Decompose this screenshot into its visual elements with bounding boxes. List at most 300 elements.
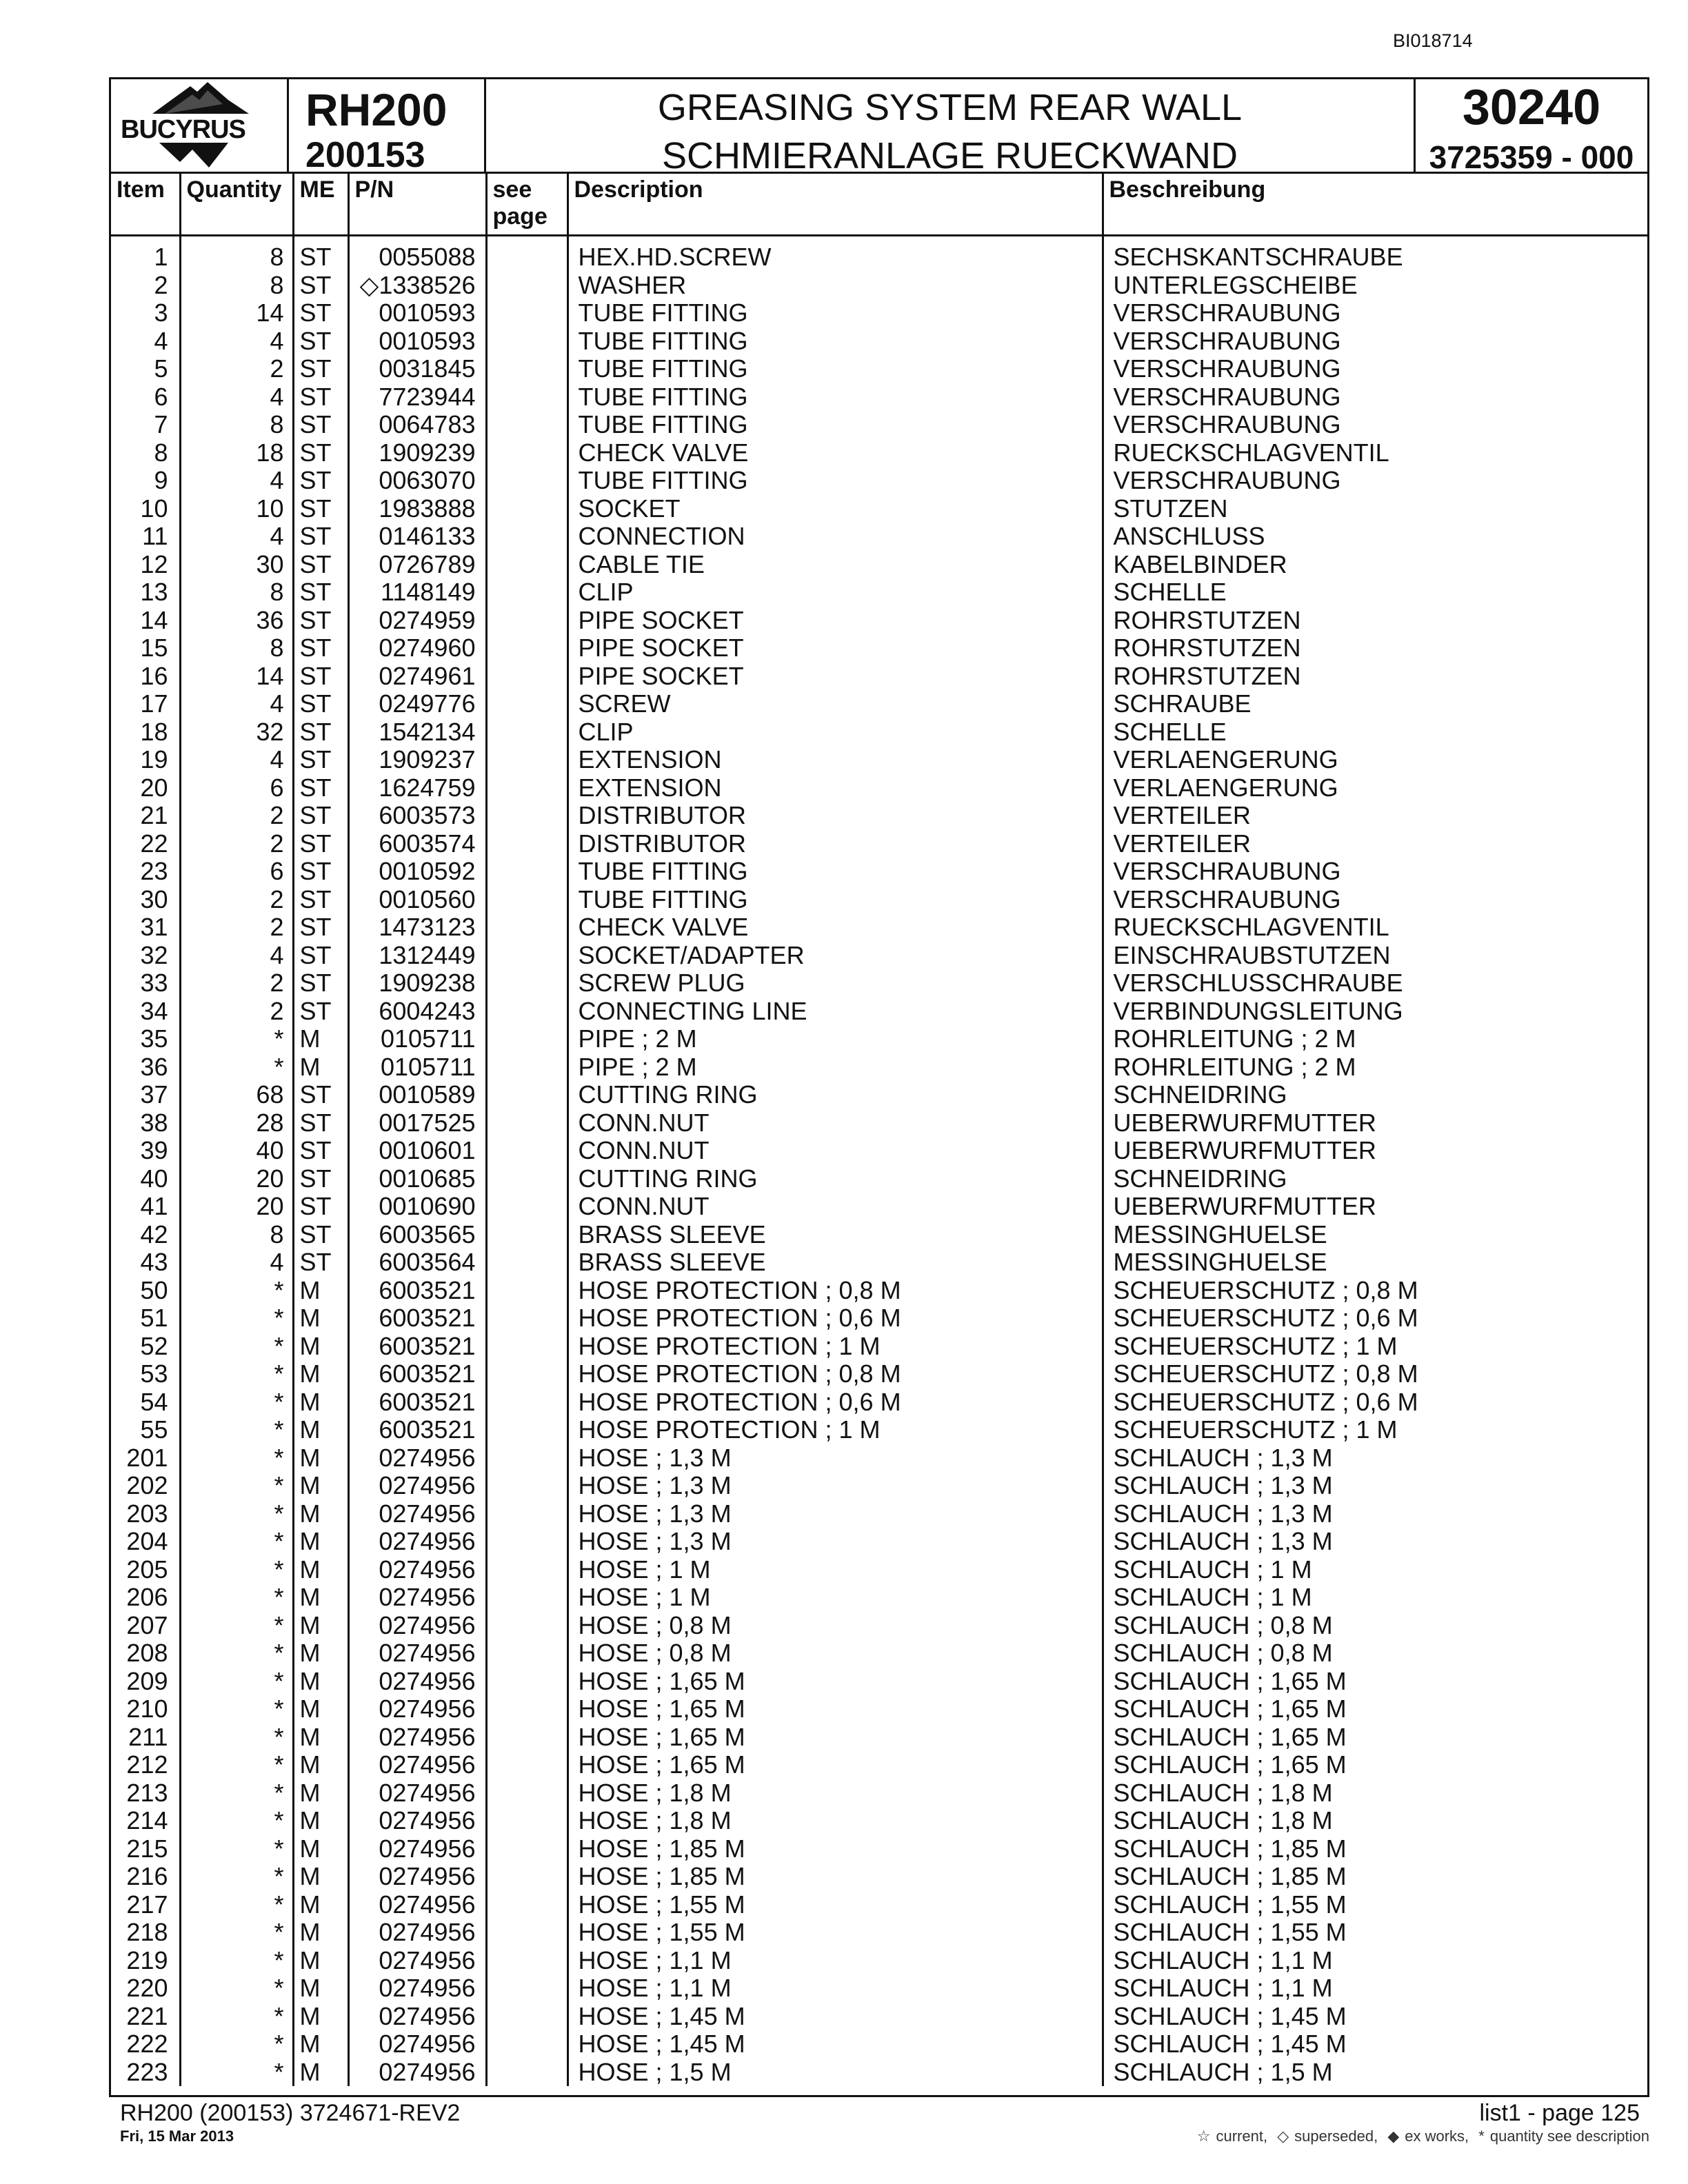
row-me: ST xyxy=(293,1109,348,1138)
row-item: 207 xyxy=(111,1612,180,1640)
row-description: PIPE ; 2 M xyxy=(567,1025,1103,1053)
row-pn: 1909238 xyxy=(348,969,486,998)
row-see-page xyxy=(486,327,567,356)
row-beschreibung: SCHLAUCH ; 1 M xyxy=(1113,1555,1312,1584)
row-me: ST xyxy=(293,998,348,1026)
row-pn: 0010593 xyxy=(348,299,486,327)
table-row xyxy=(111,1304,1647,1333)
row-item: 8 xyxy=(111,439,180,467)
title-block xyxy=(109,77,1649,174)
row-see-page xyxy=(486,690,567,718)
row-pn: 0105711 xyxy=(348,1025,486,1053)
row-item: 21 xyxy=(111,802,180,830)
row-see-page xyxy=(486,942,567,970)
drawing-number: 3725359 - 000 xyxy=(1429,139,1634,175)
row-item: 43 xyxy=(111,1248,180,1277)
row-description: HOSE ; 1,55 M xyxy=(567,1919,1103,1947)
row-me: ST xyxy=(293,886,348,914)
row-quantity: 4 xyxy=(180,942,293,970)
row-item: 54 xyxy=(111,1388,180,1417)
row-me: ST xyxy=(293,439,348,467)
row-beschreibung: SCHEUERSCHUTZ ; 0,6 M xyxy=(1113,1387,1418,1416)
row-quantity: * xyxy=(180,1360,293,1388)
row-me: M xyxy=(293,1556,348,1584)
title-english: GREASING SYSTEM REAR WALL xyxy=(657,87,1243,128)
row-quantity: 14 xyxy=(180,663,293,691)
table-row xyxy=(111,1388,1647,1417)
row-description: HOSE ; 1,3 M xyxy=(567,1500,1103,1528)
row-item: 31 xyxy=(111,913,180,942)
row-see-page xyxy=(486,299,567,327)
footer-date: Fri, 15 Mar 2013 xyxy=(120,2127,234,2145)
row-pn: 0274959 xyxy=(348,607,486,635)
row-beschreibung: VERSCHRAUBUNG xyxy=(1113,466,1341,495)
row-description: HOSE ; 1,5 M xyxy=(567,2059,1103,2087)
row-quantity: * xyxy=(180,1500,293,1528)
row-quantity: * xyxy=(180,1947,293,1975)
table-row xyxy=(111,1444,1647,1473)
table-row xyxy=(111,1695,1647,1723)
table-row xyxy=(111,355,1647,383)
row-beschreibung: ROHRSTUTZEN xyxy=(1113,605,1301,634)
row-pn: 6003564 xyxy=(348,1248,486,1277)
row-description: SOCKET/ADAPTER xyxy=(567,942,1103,970)
row-beschreibung: VERTEILER xyxy=(1113,801,1251,830)
row-quantity: * xyxy=(180,1584,293,1612)
row-quantity: * xyxy=(180,1416,293,1444)
legend-ex-works: ex works, xyxy=(1405,2127,1469,2145)
row-beschreibung: SCHLAUCH ; 1,3 M xyxy=(1113,1471,1333,1500)
row-beschreibung: VERSCHRAUBUNG xyxy=(1113,354,1341,383)
row-pn: 0274956 xyxy=(348,1668,486,1696)
row-quantity: 2 xyxy=(180,355,293,383)
row-see-page xyxy=(486,1668,567,1696)
row-beschreibung: VERSCHRAUBUNG xyxy=(1113,299,1341,327)
row-quantity: * xyxy=(180,1639,293,1668)
table-row xyxy=(111,1639,1647,1668)
row-pn: 0249776 xyxy=(348,690,486,718)
row-item: 214 xyxy=(111,1807,180,1835)
row-pn: 0010592 xyxy=(348,858,486,886)
row-me: ST xyxy=(293,663,348,691)
row-beschreibung: VERSCHRAUBUNG xyxy=(1113,857,1341,886)
row-pn: 0274956 xyxy=(348,1974,486,2003)
row-item: 17 xyxy=(111,690,180,718)
row-see-page xyxy=(486,1779,567,1808)
row-description: HOSE ; 1,3 M xyxy=(567,1528,1103,1556)
row-beschreibung: RUECKSCHLAGVENTIL xyxy=(1113,913,1389,942)
row-me: ST xyxy=(293,746,348,774)
row-quantity: 4 xyxy=(180,523,293,551)
col-header-quantity: Quantity xyxy=(180,174,293,236)
row-me: M xyxy=(293,1891,348,1919)
table-row xyxy=(111,746,1647,774)
row-quantity: 4 xyxy=(180,746,293,774)
row-me: M xyxy=(293,1723,348,1752)
row-me: ST xyxy=(293,607,348,635)
row-item: 220 xyxy=(111,1974,180,2003)
row-pn: 0274956 xyxy=(348,1695,486,1723)
row-see-page xyxy=(486,858,567,886)
row-me: M xyxy=(293,2030,348,2059)
row-see-page xyxy=(486,663,567,691)
table-row xyxy=(111,327,1647,356)
table-row xyxy=(111,2030,1647,2059)
row-description: DISTRIBUTOR xyxy=(567,802,1103,830)
row-item: 51 xyxy=(111,1304,180,1333)
row-beschreibung: SCHLAUCH ; 1,65 M xyxy=(1113,1695,1347,1723)
row-me: M xyxy=(293,1472,348,1500)
row-beschreibung: ROHRSTUTZEN xyxy=(1113,661,1301,690)
row-item: 202 xyxy=(111,1472,180,1500)
row-quantity: * xyxy=(180,1891,293,1919)
row-see-page xyxy=(486,1165,567,1193)
row-item: 209 xyxy=(111,1668,180,1696)
row-see-page xyxy=(486,634,567,663)
row-quantity: 2 xyxy=(180,998,293,1026)
row-see-page xyxy=(486,913,567,942)
row-beschreibung: VERSCHRAUBUNG xyxy=(1113,326,1341,355)
row-see-page xyxy=(486,1277,567,1305)
row-me: ST xyxy=(293,467,348,495)
row-me: M xyxy=(293,1500,348,1528)
row-see-page xyxy=(486,495,567,523)
row-see-page xyxy=(486,1081,567,1109)
row-quantity: 8 xyxy=(180,1221,293,1249)
row-me: ST xyxy=(293,1193,348,1221)
row-pn: 1542134 xyxy=(348,718,486,747)
table-row xyxy=(111,2059,1647,2087)
table-row xyxy=(111,1221,1647,1249)
col-header-pn: P/N xyxy=(348,174,486,236)
row-item: 9 xyxy=(111,467,180,495)
table-row xyxy=(111,1751,1647,1779)
row-item: 223 xyxy=(111,2059,180,2087)
row-beschreibung: SCHLAUCH ; 0,8 M xyxy=(1113,1610,1333,1639)
asterisk-icon: * xyxy=(1478,2127,1485,2145)
row-item: 22 xyxy=(111,830,180,858)
table-row xyxy=(111,1807,1647,1835)
row-see-page xyxy=(486,1919,567,1947)
row-description: PIPE SOCKET xyxy=(567,634,1103,663)
row-item: 14 xyxy=(111,607,180,635)
table-row xyxy=(111,913,1647,942)
row-see-page xyxy=(486,1304,567,1333)
row-beschreibung: STUTZEN xyxy=(1113,494,1228,523)
table-row xyxy=(111,1025,1647,1053)
row-pn: 0274956 xyxy=(348,1528,486,1556)
row-pn: 0274956 xyxy=(348,2003,486,2031)
row-pn: 0146133 xyxy=(348,523,486,551)
table-row xyxy=(111,1528,1647,1556)
table-row xyxy=(111,1360,1647,1388)
row-see-page xyxy=(486,718,567,747)
row-description: HOSE PROTECTION ; 0,6 M xyxy=(567,1388,1103,1417)
row-pn: 0010690 xyxy=(348,1193,486,1221)
row-beschreibung: UEBERWURFMUTTER xyxy=(1113,1136,1376,1165)
row-beschreibung: VERTEILER xyxy=(1113,829,1251,858)
row-item: 204 xyxy=(111,1528,180,1556)
row-item: 50 xyxy=(111,1277,180,1305)
row-description: CHECK VALVE xyxy=(567,439,1103,467)
row-beschreibung: SCHEUERSCHUTZ ; 0,8 M xyxy=(1113,1275,1418,1304)
row-beschreibung: SCHLAUCH ; 0,8 M xyxy=(1113,1639,1333,1668)
row-quantity: 2 xyxy=(180,802,293,830)
row-beschreibung: SECHSKANTSCHRAUBE xyxy=(1113,243,1403,272)
row-beschreibung: SCHLAUCH ; 1,5 M xyxy=(1113,2057,1333,2086)
row-pn: 1909239 xyxy=(348,439,486,467)
row-quantity: * xyxy=(180,1277,293,1305)
row-see-page xyxy=(486,830,567,858)
row-me: M xyxy=(293,1947,348,1975)
row-pn: 6003521 xyxy=(348,1304,486,1333)
table-row xyxy=(111,998,1647,1026)
row-me: ST xyxy=(293,523,348,551)
row-see-page xyxy=(486,969,567,998)
row-me: ST xyxy=(293,634,348,663)
row-me: ST xyxy=(293,411,348,439)
row-quantity: 20 xyxy=(180,1165,293,1193)
row-description: HOSE ; 1,3 M xyxy=(567,1444,1103,1473)
row-me: M xyxy=(293,1639,348,1668)
row-see-page xyxy=(486,272,567,300)
row-item: 53 xyxy=(111,1360,180,1388)
row-description: HOSE ; 1,8 M xyxy=(567,1807,1103,1835)
row-quantity: 4 xyxy=(180,690,293,718)
row-see-page xyxy=(486,1639,567,1668)
row-description: TUBE FITTING xyxy=(567,886,1103,914)
row-pn: 0274956 xyxy=(348,2059,486,2087)
row-description: HOSE ; 1,55 M xyxy=(567,1891,1103,1919)
row-item: 36 xyxy=(111,1053,180,1082)
table-row xyxy=(111,523,1647,551)
row-see-page xyxy=(486,1584,567,1612)
row-me: ST xyxy=(293,942,348,970)
row-description: TUBE FITTING xyxy=(567,411,1103,439)
row-beschreibung: VERSCHLUSSCHRAUBE xyxy=(1113,969,1403,998)
number-cell xyxy=(1416,79,1647,175)
star-icon: ☆ xyxy=(1196,2127,1211,2145)
row-pn: 0274956 xyxy=(348,1639,486,1668)
row-me: M xyxy=(293,2003,348,2031)
row-pn: 1909237 xyxy=(348,746,486,774)
row-beschreibung: SCHRAUBE xyxy=(1113,689,1252,718)
row-quantity: 8 xyxy=(180,272,293,300)
row-see-page xyxy=(486,523,567,551)
row-pn: 0274956 xyxy=(348,1556,486,1584)
row-quantity: 2 xyxy=(180,913,293,942)
row-pn: 0274956 xyxy=(348,1472,486,1500)
row-see-page xyxy=(486,607,567,635)
serial-number: 200153 xyxy=(305,135,425,175)
col-header-me: ME xyxy=(293,174,348,236)
row-description: HOSE PROTECTION ; 1 M xyxy=(567,1416,1103,1444)
row-item: 34 xyxy=(111,998,180,1026)
row-me: ST xyxy=(293,718,348,747)
row-description: TUBE FITTING xyxy=(567,355,1103,383)
table-row xyxy=(111,607,1647,635)
row-pn: 6003521 xyxy=(348,1360,486,1388)
col-header-description: Description xyxy=(567,174,1103,236)
row-item: 35 xyxy=(111,1025,180,1053)
row-description: HOSE PROTECTION ; 1 M xyxy=(567,1333,1103,1361)
row-see-page xyxy=(486,1333,567,1361)
row-description: CLIP xyxy=(567,718,1103,747)
row-item: 19 xyxy=(111,746,180,774)
row-item: 40 xyxy=(111,1165,180,1193)
row-item: 38 xyxy=(111,1109,180,1138)
row-item: 42 xyxy=(111,1221,180,1249)
row-pn: 0274956 xyxy=(348,1835,486,1863)
row-item: 39 xyxy=(111,1137,180,1165)
row-me: M xyxy=(293,1807,348,1835)
row-see-page xyxy=(486,1053,567,1082)
row-see-page xyxy=(486,1807,567,1835)
row-description: CONN.NUT xyxy=(567,1137,1103,1165)
row-description: PIPE SOCKET xyxy=(567,607,1103,635)
row-description: CONNECTING LINE xyxy=(567,998,1103,1026)
row-pn: 0274956 xyxy=(348,1500,486,1528)
row-quantity: * xyxy=(180,1612,293,1640)
row-description: BRASS SLEEVE xyxy=(567,1221,1103,1249)
row-pn: 0274956 xyxy=(348,1723,486,1752)
row-me: ST xyxy=(293,495,348,523)
row-beschreibung: SCHLAUCH ; 1,45 M xyxy=(1113,2030,1347,2059)
footer-doc-ref: RH200 (200153) 3724671-REV2 xyxy=(120,2100,461,2126)
row-pn: 1312449 xyxy=(348,942,486,970)
row-pn: 0017525 xyxy=(348,1109,486,1138)
row-me: ST xyxy=(293,1081,348,1109)
row-me: ST xyxy=(293,355,348,383)
table-header-row xyxy=(111,174,1647,236)
row-beschreibung: SCHLAUCH ; 1,55 M xyxy=(1113,1918,1347,1947)
row-me: M xyxy=(293,1416,348,1444)
row-see-page xyxy=(486,802,567,830)
row-item: 219 xyxy=(111,1947,180,1975)
row-me: ST xyxy=(293,774,348,802)
row-item: 218 xyxy=(111,1919,180,1947)
table-row xyxy=(111,1165,1647,1193)
col-header-item: Item xyxy=(111,174,180,236)
parts-table-frame xyxy=(109,174,1649,2097)
row-me: M xyxy=(293,1025,348,1053)
row-beschreibung: SCHLAUCH ; 1,1 M xyxy=(1113,1945,1333,1974)
row-see-page xyxy=(486,383,567,412)
row-see-page xyxy=(486,1974,567,2003)
row-item: 217 xyxy=(111,1891,180,1919)
row-beschreibung: SCHLAUCH ; 1,65 M xyxy=(1113,1666,1347,1695)
row-see-page xyxy=(486,1723,567,1752)
row-item: 11 xyxy=(111,523,180,551)
row-me: M xyxy=(293,1751,348,1779)
row-beschreibung: SCHLAUCH ; 1,45 M xyxy=(1113,2001,1347,2030)
row-description: CUTTING RING xyxy=(567,1165,1103,1193)
row-description: HOSE PROTECTION ; 0,8 M xyxy=(567,1277,1103,1305)
row-description: HOSE ; 1,85 M xyxy=(567,1863,1103,1891)
row-see-page xyxy=(486,1360,567,1388)
row-description: HOSE ; 1,65 M xyxy=(567,1695,1103,1723)
row-me: M xyxy=(293,1779,348,1808)
row-pn: 0274956 xyxy=(348,1807,486,1835)
row-quantity: 8 xyxy=(180,236,293,272)
row-pn: 1983888 xyxy=(348,495,486,523)
row-quantity: * xyxy=(180,1444,293,1473)
row-see-page xyxy=(486,467,567,495)
row-item: 12 xyxy=(111,551,180,579)
model-cell xyxy=(289,79,486,175)
row-pn: 0010589 xyxy=(348,1081,486,1109)
row-see-page xyxy=(486,1695,567,1723)
row-pn: 0055088 xyxy=(348,236,486,272)
row-item: 6 xyxy=(111,383,180,412)
row-pn: 0274960 xyxy=(348,634,486,663)
row-description: HOSE ; 1,8 M xyxy=(567,1779,1103,1808)
row-pn: 6003521 xyxy=(348,1277,486,1305)
row-pn: 0274956 xyxy=(348,1584,486,1612)
row-see-page xyxy=(486,1109,567,1138)
document-id: BI018714 xyxy=(1393,30,1473,51)
table-row xyxy=(111,495,1647,523)
row-item: 7 xyxy=(111,411,180,439)
row-see-page xyxy=(486,1416,567,1444)
row-quantity: * xyxy=(180,1919,293,1947)
row-description: TUBE FITTING xyxy=(567,858,1103,886)
row-pn: 0274956 xyxy=(348,1779,486,1808)
row-pn: 0064783 xyxy=(348,411,486,439)
row-me: ST xyxy=(293,1137,348,1165)
row-me: M xyxy=(293,1835,348,1863)
legend-quantity-note: quantity see description xyxy=(1489,2127,1649,2145)
row-me: M xyxy=(293,1444,348,1473)
row-quantity: * xyxy=(180,1333,293,1361)
row-beschreibung: SCHLAUCH ; 1,65 M xyxy=(1113,1722,1347,1751)
table-row xyxy=(111,1891,1647,1919)
row-quantity: 20 xyxy=(180,1193,293,1221)
row-beschreibung: SCHLAUCH ; 1 M xyxy=(1113,1583,1312,1612)
table-row xyxy=(111,1723,1647,1752)
row-beschreibung: VERSCHRAUBUNG xyxy=(1113,382,1341,411)
row-description: HOSE ; 0,8 M xyxy=(567,1612,1103,1640)
table-row xyxy=(111,1081,1647,1109)
row-item: 215 xyxy=(111,1835,180,1863)
row-me: ST xyxy=(293,802,348,830)
row-pn: 0010685 xyxy=(348,1165,486,1193)
table-row xyxy=(111,551,1647,579)
row-beschreibung: SCHELLE xyxy=(1113,717,1227,746)
row-pn: 1148149 xyxy=(348,578,486,607)
row-pn: 7723944 xyxy=(348,383,486,412)
row-description: DISTRIBUTOR xyxy=(567,830,1103,858)
row-description: CHECK VALVE xyxy=(567,913,1103,942)
brand-logo-text: BUCYRUS xyxy=(121,115,245,144)
row-beschreibung: RUECKSCHLAGVENTIL xyxy=(1113,438,1389,467)
row-description: HEX.HD.SCREW xyxy=(567,236,1103,272)
row-beschreibung: UEBERWURFMUTTER xyxy=(1113,1192,1376,1221)
row-beschreibung: SCHLAUCH ; 1,65 M xyxy=(1113,1750,1347,1779)
row-see-page xyxy=(486,551,567,579)
row-me: ST xyxy=(293,913,348,942)
row-pn: 6003573 xyxy=(348,802,486,830)
row-item: 216 xyxy=(111,1863,180,1891)
table-row xyxy=(111,969,1647,998)
row-pn: 6003521 xyxy=(348,1416,486,1444)
row-description: HOSE ; 1,65 M xyxy=(567,1723,1103,1752)
col-header-see-page: see page xyxy=(486,174,567,236)
row-quantity: * xyxy=(180,1053,293,1082)
row-quantity: * xyxy=(180,1863,293,1891)
row-description: BRASS SLEEVE xyxy=(567,1248,1103,1277)
row-see-page xyxy=(486,886,567,914)
